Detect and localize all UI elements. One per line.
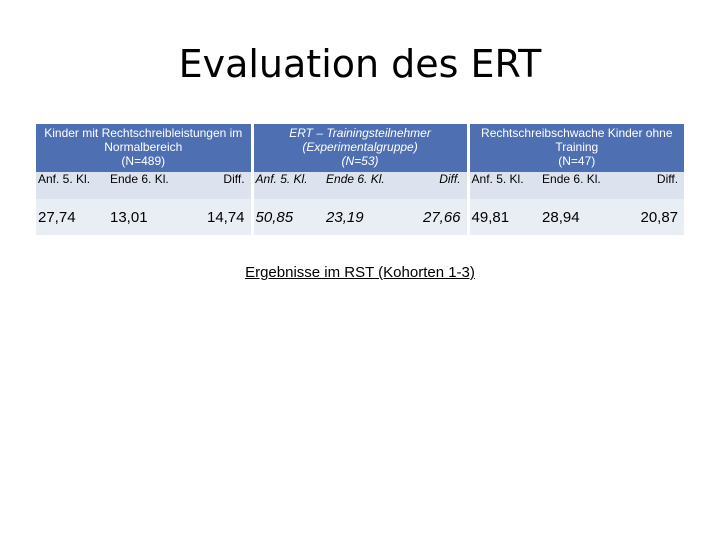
group-header-control	[468, 124, 684, 172]
col-header: Ende 6. Kl.	[324, 172, 396, 199]
slide-title: Evaluation des ERT	[178, 42, 542, 86]
col-header: Diff.	[612, 172, 684, 199]
column-header-row	[36, 172, 684, 199]
value-cell: 27,66	[396, 199, 468, 235]
value-cell: 50,85	[252, 199, 324, 235]
col-header: Diff.	[180, 172, 252, 199]
value-cell: 20,87	[612, 199, 684, 235]
group-name: Kinder mit Rechtschreibleistungen im Normalbereich	[44, 126, 243, 154]
value-cell: 23,19	[324, 199, 396, 235]
table-caption: Ergebnisse im RST (Kohorten 1-3)	[245, 264, 475, 281]
group-name: ERT – Trainingsteilnehmer (Experimentalgruppe)	[289, 126, 431, 154]
col-header: Anf. 5. Kl.	[36, 172, 108, 199]
results-table	[36, 124, 684, 235]
value-cell: 14,74	[180, 199, 252, 235]
col-header: Ende 6. Kl.	[108, 172, 180, 199]
group-n: (N=47)	[558, 154, 596, 168]
col-header: Anf. 5. Kl.	[252, 172, 324, 199]
col-header: Diff.	[396, 172, 468, 199]
group-header-row	[36, 124, 684, 172]
values-row	[36, 199, 684, 235]
group-name: Rechtschreibschwache Kinder ohne Training	[481, 126, 673, 154]
col-header: Ende 6. Kl.	[540, 172, 612, 199]
group-n: (N=489)	[121, 154, 166, 168]
value-cell: 27,74	[36, 199, 108, 235]
group-n: (N=53)	[341, 154, 379, 168]
value-cell: 49,81	[468, 199, 540, 235]
group-header-experimental	[252, 124, 468, 172]
col-header: Anf. 5. Kl.	[468, 172, 540, 199]
group-header-normal	[36, 124, 252, 172]
value-cell: 13,01	[108, 199, 180, 235]
value-cell: 28,94	[540, 199, 612, 235]
